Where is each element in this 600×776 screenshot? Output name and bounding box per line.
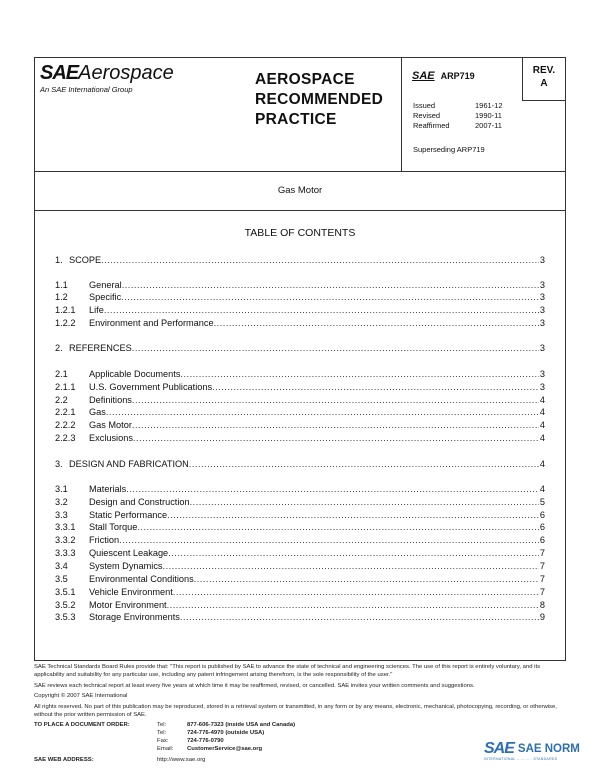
toc-entry-number: 3.5.1 (55, 587, 76, 597)
toc-heading: TABLE OF CONTENTS (244, 227, 356, 239)
watermark-sae-logo: SAE (484, 740, 514, 757)
toc-entry[interactable] (55, 419, 545, 431)
toc-entry-title: Life (89, 305, 104, 315)
toc-entry[interactable] (55, 586, 545, 598)
toc-entry-page: 7 (539, 548, 545, 558)
toc-entry-page: 4 (539, 407, 545, 417)
toc-entry-title: System Dynamics (89, 561, 163, 571)
toc-leader-dots (121, 291, 539, 303)
doc-type-line3: PRACTICE (255, 111, 337, 128)
toc-entry-page: 7 (539, 574, 545, 584)
toc-entry-number: 1.2.1 (55, 305, 76, 315)
toc-entry-title: Storage Environments (89, 612, 180, 622)
toc-entry-page: 8 (539, 600, 545, 610)
toc-entry-page: 9 (539, 612, 545, 622)
toc-entry-page: 5 (539, 497, 545, 507)
toc-entry[interactable] (55, 279, 545, 291)
toc-entry-page: 6 (539, 535, 545, 545)
header-divider-rule (401, 57, 402, 172)
toc-entry-number: 3.5 (55, 574, 68, 584)
contact-row: Fax: 724-776-0790 (157, 738, 224, 744)
toc-leader-dots (122, 279, 539, 291)
rev-value: A (540, 78, 548, 89)
doc-number: ARP719 (440, 71, 475, 81)
toc-entry-page: 3 (539, 305, 545, 315)
toc-entry-title: DESIGN AND FABRICATION (69, 459, 189, 469)
toc-entry-page: 4 (539, 459, 545, 469)
toc-leader-dots (101, 254, 539, 266)
toc-entry-number: 3.1 (55, 484, 68, 494)
toc-entry[interactable] (55, 496, 545, 508)
toc-entry-page: 7 (539, 561, 545, 571)
toc-leader-dots (132, 342, 539, 354)
footer-para-rules: SAE Technical Standards Board Rules provide that: "This report is published by SAE to advance the state of technical and engineering sciences. The use of this report is entirely voluntary, and its applicability and suitability for any particular use, including any patent infringement arising therefrom, is the sole responsibility of the user." (34, 664, 541, 678)
toc-leader-dots (167, 509, 539, 521)
watermark-subtitle: INTERNATIONAL ............ STANDARDS (484, 757, 558, 761)
toc-entry-number: 2.2.2 (55, 420, 76, 430)
toc-entry[interactable] (55, 458, 545, 470)
superseding: Superseding ARP719 (413, 145, 485, 154)
toc-entry-page: 4 (539, 433, 545, 443)
toc-entry-number: 3.3 (55, 510, 68, 520)
logo-aerospace-text: Aerospace (78, 62, 174, 84)
toc-entry[interactable] (55, 534, 545, 546)
frame-right-rule (565, 57, 566, 661)
toc-entry-title: Specific (89, 292, 122, 302)
rev-box (522, 64, 566, 90)
contact-row: Tel: 724-776-4970 (outside USA) (157, 730, 265, 736)
order-label: TO PLACE A DOCUMENT ORDER: (34, 722, 130, 728)
body-bottom-rule (34, 660, 566, 661)
toc-entry-number: 3.3.3 (55, 548, 76, 558)
toc-entry[interactable] (55, 509, 545, 521)
toc-leader-dots (132, 419, 539, 431)
toc-entry[interactable] (55, 254, 545, 266)
toc-entry[interactable] (55, 611, 545, 623)
toc-entry-number: 1.2.2 (55, 318, 76, 328)
toc-entry-number: 2.2 (55, 395, 68, 405)
toc-entry-title: U.S. Government Publications (89, 382, 213, 392)
toc-entry-page: 4 (539, 420, 545, 430)
toc-entry-title: General (89, 280, 122, 290)
doc-type-line2: RECOMMENDED (255, 91, 384, 108)
toc-entry[interactable] (55, 483, 545, 495)
doc-type (255, 70, 383, 130)
footer-para-review: SAE reviews each technical report at least every five years at which time it may be reaffirmed, revised, or cancelled. SAE invites your written comments and suggestions. (34, 683, 475, 689)
toc-entry-page: 3 (539, 369, 545, 379)
toc-leader-dots (214, 317, 539, 329)
toc-entry-title: Gas (89, 407, 106, 417)
toc-entry-title: Quiescent Leakage (89, 548, 169, 558)
toc-entry-title: Gas Motor (89, 420, 132, 430)
toc-entry-number: 3.5.2 (55, 600, 76, 610)
toc-entry[interactable] (55, 368, 545, 380)
toc-entry[interactable] (55, 304, 545, 316)
header-bottom-rule (34, 171, 566, 172)
toc-entry-title: Materials (89, 484, 127, 494)
toc-entry-title: Environmental Conditions (89, 574, 194, 584)
toc-entry-title: Environment and Performance (89, 318, 214, 328)
toc-entry-page: 3 (539, 318, 545, 328)
toc-leader-dots (133, 432, 539, 444)
toc-entry-page: 4 (539, 484, 545, 494)
toc-leader-dots (126, 483, 539, 495)
logo-tagline: An SAE International Group (40, 85, 133, 94)
toc-leader-dots (180, 368, 538, 380)
toc-entry[interactable] (55, 342, 545, 354)
date-row-reaffirmed: Reaffirmed 2007-11 (413, 121, 502, 130)
toc-leader-dots (137, 521, 539, 533)
toc-leader-dots (132, 394, 539, 406)
toc-leader-dots (173, 586, 539, 598)
header-top-rule (34, 57, 566, 58)
toc-entry-page: 3 (539, 382, 545, 392)
date-row-revised: Revised 1990-11 (413, 111, 502, 120)
watermark-sae-norm: SAE NORM (517, 743, 580, 755)
toc-entry-title: Stall Torque (89, 522, 138, 532)
rev-box-bottom-rule (522, 100, 566, 101)
toc-entry-page: 3 (539, 292, 545, 302)
toc-entry-number: 3. (55, 459, 63, 469)
footer-para-rights: All rights reserved. No part of this publication may be reproduced, stored in a retrieval system or transmitted, in any form or by any means, electronic, mechanical, photocopying, recording, or otherwise, without the prior written permission of SAE. (34, 704, 557, 718)
toc-entry-number: 1.2 (55, 292, 68, 302)
toc-leader-dots (104, 304, 539, 316)
date-row-issued: Issued 1961-12 (413, 101, 503, 110)
toc-entry[interactable] (55, 599, 545, 611)
toc-entry-number: 3.3.1 (55, 522, 76, 532)
toc-entry-title: Motor Environment (89, 600, 167, 610)
toc-entry-title: Definitions (89, 395, 132, 405)
contact-row: Tel: 877-606-7323 (inside USA and Canada) (157, 722, 296, 728)
toc-entry-page: 3 (539, 343, 545, 353)
toc-entry-number: 2.1.1 (55, 382, 76, 392)
toc-entry-number: 2.2.3 (55, 433, 76, 443)
web-address: http://www.sae.org (157, 757, 206, 763)
logo-sae-text: SAE (40, 62, 79, 84)
small-sae-logo: SAE (412, 70, 435, 82)
sae-aerospace-logo (40, 62, 174, 85)
toc-entry[interactable] (55, 521, 545, 533)
toc-leader-dots (163, 560, 539, 572)
toc-entry[interactable] (55, 381, 545, 393)
toc-leader-dots (212, 381, 539, 393)
toc-entry-page: 7 (539, 587, 545, 597)
toc-entry-page: 6 (539, 522, 545, 532)
toc-entry-title: SCOPE (69, 255, 102, 265)
toc-leader-dots (189, 458, 539, 470)
toc-entry[interactable] (55, 406, 545, 418)
web-label: SAE WEB ADDRESS: (34, 757, 94, 763)
toc-entry-number: 1.1 (55, 280, 68, 290)
toc-entry[interactable] (55, 573, 545, 585)
toc-entry-number: 3.3.2 (55, 535, 76, 545)
footer-copyright: Copyright © 2007 SAE International (34, 693, 128, 699)
toc-leader-dots (106, 406, 539, 418)
frame-left-rule (34, 57, 35, 661)
doc-title: Gas Motor (277, 185, 323, 196)
doc-type-line1: AEROSPACE (255, 71, 355, 88)
toc-entry[interactable] (55, 547, 545, 559)
toc-leader-dots (194, 573, 539, 585)
rev-label: REV. (532, 65, 556, 76)
toc-entry-number: 3.4 (55, 561, 68, 571)
toc-entry-number: 3.5.3 (55, 612, 76, 622)
toc-entry-page: 6 (539, 510, 545, 520)
toc-entry[interactable] (55, 317, 545, 329)
toc-entry-title: Applicable Documents (89, 369, 181, 379)
contact-row: Email: CustomerService@sae.org (157, 746, 263, 752)
toc-entry-page: 4 (539, 395, 545, 405)
toc-entry-page: 3 (539, 280, 545, 290)
toc-entry-number: 1. (55, 255, 63, 265)
toc-entry-title: Static Performance (89, 510, 168, 520)
toc-entry-title: Vehicle Environment (89, 587, 173, 597)
toc-entry[interactable] (55, 394, 545, 406)
doc-number-block (412, 70, 475, 82)
toc-leader-dots (119, 534, 539, 546)
contact-list (157, 721, 295, 753)
title-bottom-rule (34, 210, 566, 211)
toc-entry[interactable] (55, 560, 545, 572)
toc-leader-dots (180, 611, 539, 623)
toc-leader-dots (190, 496, 539, 508)
toc-entry-title: Design and Construction (89, 497, 190, 507)
toc-leader-dots (168, 547, 539, 559)
toc-entry-title: Exclusions (89, 433, 133, 443)
toc-entry[interactable] (55, 291, 545, 303)
toc-entry-page: 3 (539, 255, 545, 265)
toc-entry-title: REFERENCES (69, 343, 132, 353)
toc-leader-dots (167, 599, 539, 611)
dates-table (413, 101, 523, 131)
toc-entry[interactable] (55, 432, 545, 444)
toc-entry-title: Friction (89, 535, 120, 545)
sae-norm-watermark (484, 740, 594, 770)
toc-entry-number: 2. (55, 343, 63, 353)
toc-entry-number: 2.2.1 (55, 407, 76, 417)
toc-entry-number: 3.2 (55, 497, 68, 507)
toc-entry-number: 2.1 (55, 369, 68, 379)
